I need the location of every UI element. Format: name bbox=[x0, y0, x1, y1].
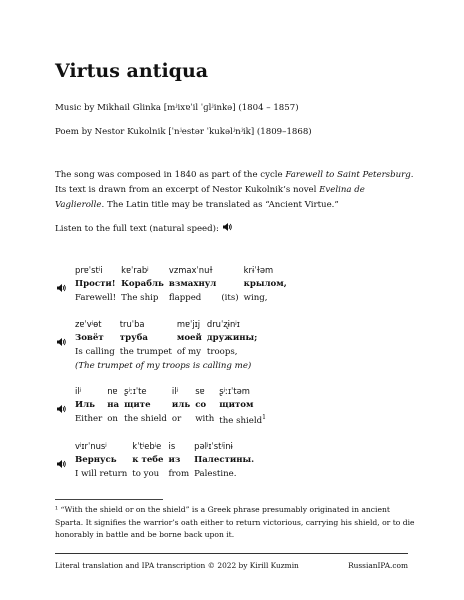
novel-name: Evelina de Vaglierolle bbox=[55, 185, 365, 210]
ipa-word: prɐˈstʲi bbox=[75, 265, 103, 275]
ipa-word: ʂʲːɪˈtəm bbox=[219, 386, 250, 396]
ipa-word: nɐ bbox=[107, 386, 118, 396]
speaker-icon[interactable] bbox=[222, 222, 232, 232]
english-row bbox=[75, 414, 271, 428]
interlinear-table bbox=[75, 386, 271, 428]
english-word: wing, bbox=[243, 293, 268, 303]
ipa-word: ilʲ bbox=[171, 386, 179, 396]
cyrillic-word: труба bbox=[119, 333, 148, 343]
english-word: to you bbox=[132, 469, 160, 479]
footer-site-link[interactable]: RussianIPA.com bbox=[348, 561, 408, 570]
cyrillic-row bbox=[75, 333, 262, 347]
poem-credit: Poem by Nestor Kukolnik [ˈnʲestər ˈkukəlʲnʲik] (1809–1868) bbox=[55, 127, 312, 137]
song-title: Virtus antiqua bbox=[55, 60, 209, 82]
footnote-marker[interactable]: 1 bbox=[262, 414, 266, 421]
cyrillic-word: крылом, bbox=[243, 279, 287, 289]
english-row bbox=[75, 469, 259, 483]
cyrillic-word: Иль bbox=[75, 400, 96, 410]
intro-text-3: . The Latin title may be translated as “Ancient Virtue.” bbox=[101, 200, 339, 210]
cyrillic-word: щитом bbox=[219, 400, 254, 410]
cyrillic-word: Прости! bbox=[75, 279, 116, 289]
ipa-word: kɐˈrabʲ bbox=[121, 265, 149, 275]
interlinear-table bbox=[75, 265, 292, 307]
cyrillic-word: щите bbox=[124, 400, 151, 410]
cyrillic-row bbox=[75, 400, 271, 414]
ipa-word: kˈtʲebʲe bbox=[132, 441, 162, 451]
ipa-word: krɨˈɫəm bbox=[243, 265, 274, 275]
cyrillic-word: моей bbox=[176, 333, 202, 343]
ipa-word: zɐˈvʲɵt bbox=[75, 319, 102, 329]
interlinear-table bbox=[75, 441, 259, 483]
cyrillic-word bbox=[221, 279, 243, 293]
ipa-word: ilʲ bbox=[75, 386, 82, 396]
ipa-word: mɐˈjɪj bbox=[176, 319, 201, 329]
cyrillic-word: к тебе bbox=[132, 455, 164, 465]
intro-paragraph bbox=[55, 168, 415, 213]
intro-text-1: The song was composed in 1840 as part of the cycle bbox=[55, 170, 286, 180]
ipa-word: truˈba bbox=[119, 319, 145, 329]
ipa-row bbox=[75, 265, 292, 279]
ipa-word: pəlʲɪˈstʲinɨ bbox=[194, 441, 233, 451]
ipa-word: vʲɪrˈnusʲ bbox=[75, 441, 107, 451]
english-word: Farewell! bbox=[75, 293, 117, 303]
cyrillic-word: иль bbox=[171, 400, 191, 410]
ipa-word: ʂʲːɪˈte bbox=[124, 386, 147, 396]
ipa-row bbox=[75, 441, 259, 455]
translation-note: (The trumpet of my troops is calling me) bbox=[75, 361, 252, 371]
ipa-word: vzmaxˈnuɫ bbox=[168, 265, 213, 275]
english-row bbox=[75, 347, 262, 361]
english-word: flapped bbox=[168, 293, 202, 303]
interlinear-table bbox=[75, 319, 262, 361]
cyrillic-word: Корабль bbox=[121, 279, 164, 289]
english-word: (its) bbox=[221, 293, 239, 303]
english-word: Palestine. bbox=[194, 469, 237, 479]
english-word: Is calling bbox=[75, 347, 115, 357]
footnote-divider bbox=[55, 499, 163, 500]
ipa-word: is bbox=[168, 441, 176, 451]
english-word: The ship bbox=[121, 293, 159, 303]
music-credit: Music by Mikhail Glinka [mʲixɐˈil ˈɡlʲinkə] (1804 – 1857) bbox=[55, 103, 299, 113]
english-word: I will return bbox=[75, 469, 128, 479]
english-word: or bbox=[171, 414, 182, 424]
cyrillic-word: взмахнул bbox=[168, 279, 217, 289]
listen-label: Listen to the full text (natural speed): bbox=[55, 224, 219, 234]
cyrillic-word: Вернусь bbox=[75, 455, 117, 465]
cyrillic-word: Зовёт bbox=[75, 333, 104, 343]
cyrillic-word: Палестины. bbox=[194, 455, 255, 465]
cyrillic-word: со bbox=[195, 400, 207, 410]
cyrillic-row bbox=[75, 455, 259, 469]
intro-text-2: . Its text is drawn from an excerpt of Nestor Kukolnik’s novel bbox=[55, 170, 414, 195]
footer-divider bbox=[55, 553, 408, 554]
footnote-text: ¹ “With the shield or on the shield” is a Greek phrase presumably originated in ancient Sparta. It signifies the warrior’s oath either to return victorious, carrying his shield, or to die honorably in battle and be borne back upon it. bbox=[55, 505, 415, 539]
speaker-icon[interactable] bbox=[56, 459, 66, 469]
speaker-icon[interactable] bbox=[56, 404, 66, 414]
english-word bbox=[219, 414, 271, 428]
english-word: the shield bbox=[124, 414, 167, 424]
english-word: Either bbox=[75, 414, 103, 424]
cyrillic-word: из bbox=[168, 455, 181, 465]
cyrillic-word: дружины; bbox=[206, 333, 258, 343]
footer-copyright: Literal translation and IPA transcription © 2022 by Kirill Kuzmin bbox=[55, 561, 299, 570]
listen-line bbox=[55, 222, 232, 234]
speaker-icon[interactable] bbox=[56, 337, 66, 347]
cyrillic-row bbox=[75, 279, 292, 293]
cyrillic-word: на bbox=[107, 400, 120, 410]
english-row bbox=[75, 293, 292, 307]
english-word-text: the shield bbox=[219, 415, 263, 426]
ipa-word bbox=[221, 265, 243, 279]
ipa-word: druˈʐɨnʲɪ bbox=[206, 319, 240, 329]
cycle-name: Farewell to Saint Petersburg bbox=[285, 170, 411, 180]
english-word: with bbox=[195, 414, 215, 424]
ipa-word: sɐ bbox=[195, 386, 205, 396]
speaker-icon[interactable] bbox=[56, 283, 66, 293]
english-word: on bbox=[107, 414, 118, 424]
english-word: from bbox=[168, 469, 190, 479]
ipa-row bbox=[75, 386, 271, 400]
english-word: the trumpet bbox=[119, 347, 172, 357]
english-word: of my bbox=[176, 347, 201, 357]
ipa-row bbox=[75, 319, 262, 333]
english-word: troops, bbox=[206, 347, 238, 357]
